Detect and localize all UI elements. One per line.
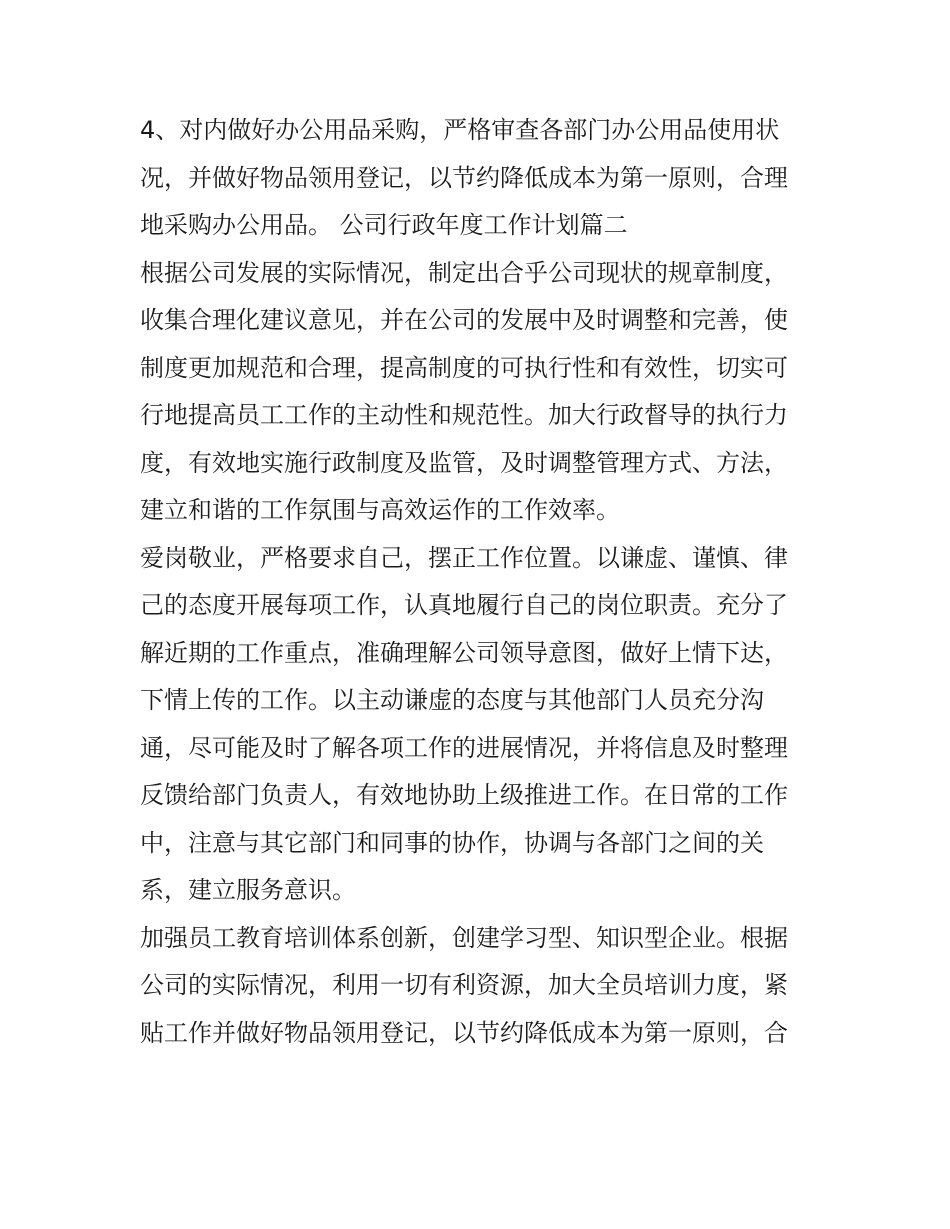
document-body <box>140 107 820 1057</box>
text-line: 地采购办公用品。 公司行政年度工作计划篇二 <box>140 211 628 239</box>
text-line: 制度更加规范和合理，提高制度的可执行性和有效性，切实可 <box>140 353 788 382</box>
text-line: 系，建立服务意识。 <box>140 876 356 904</box>
text-line: 况，并做好物品领用登记，以节约降低成本为第一原则，合理 <box>140 163 788 192</box>
text-line: 加强员工教育培训体系创新，创建学习型、知识型企业。根据 <box>140 923 788 952</box>
text-line: 解近期的工作重点，准确理解公司领导意图，做好上情下达， <box>140 638 788 667</box>
text-line: 反馈给部门负责人，有效地协助上级推进工作。在日常的工作 <box>140 781 788 809</box>
text-line: 4、对内做好办公用品采购，严格审查各部门办公用品使用状 <box>140 116 780 144</box>
text-line: 建立和谐的工作氛围与高效运作的工作效率。 <box>140 496 620 524</box>
text-line: 己的态度开展每项工作，认真地履行自己的岗位职责。充分了 <box>140 591 788 619</box>
text-line: 度，有效地实施行政制度及监管，及时调整管理方式、方法， <box>140 448 788 477</box>
text-line: 下情上传的工作。以主动谦虚的态度与其他部门人员充分沟 <box>140 686 764 714</box>
paragraph-2 <box>140 250 820 535</box>
paragraph-4 <box>140 915 820 1058</box>
text-line: 公司的实际情况，利用一切有利资源，加大全员培训力度，紧 <box>140 971 788 999</box>
text-line: 根据公司发展的实际情况，制定出合乎公司现状的规章制度， <box>140 258 788 287</box>
text-line: 行地提高员工工作的主动性和规范性。加大行政督导的执行力 <box>140 401 788 429</box>
text-line: 通，尽可能及时了解各项工作的进展情况，并将信息及时整理 <box>140 733 788 762</box>
paragraph-1 <box>140 107 820 250</box>
text-line: 收集合理化建议意见，并在公司的发展中及时调整和完善，使 <box>140 306 788 334</box>
paragraph-3 <box>140 535 820 915</box>
text-line: 贴工作并做好物品领用登记，以节约降低成本为第一原则，合 <box>140 1018 788 1047</box>
text-line: 中，注意与其它部门和同事的协作，协调与各部门之间的关 <box>140 828 764 857</box>
text-line: 爱岗敬业，严格要求自己，摆正工作位置。以谦虚、谨慎、律 <box>140 543 788 572</box>
